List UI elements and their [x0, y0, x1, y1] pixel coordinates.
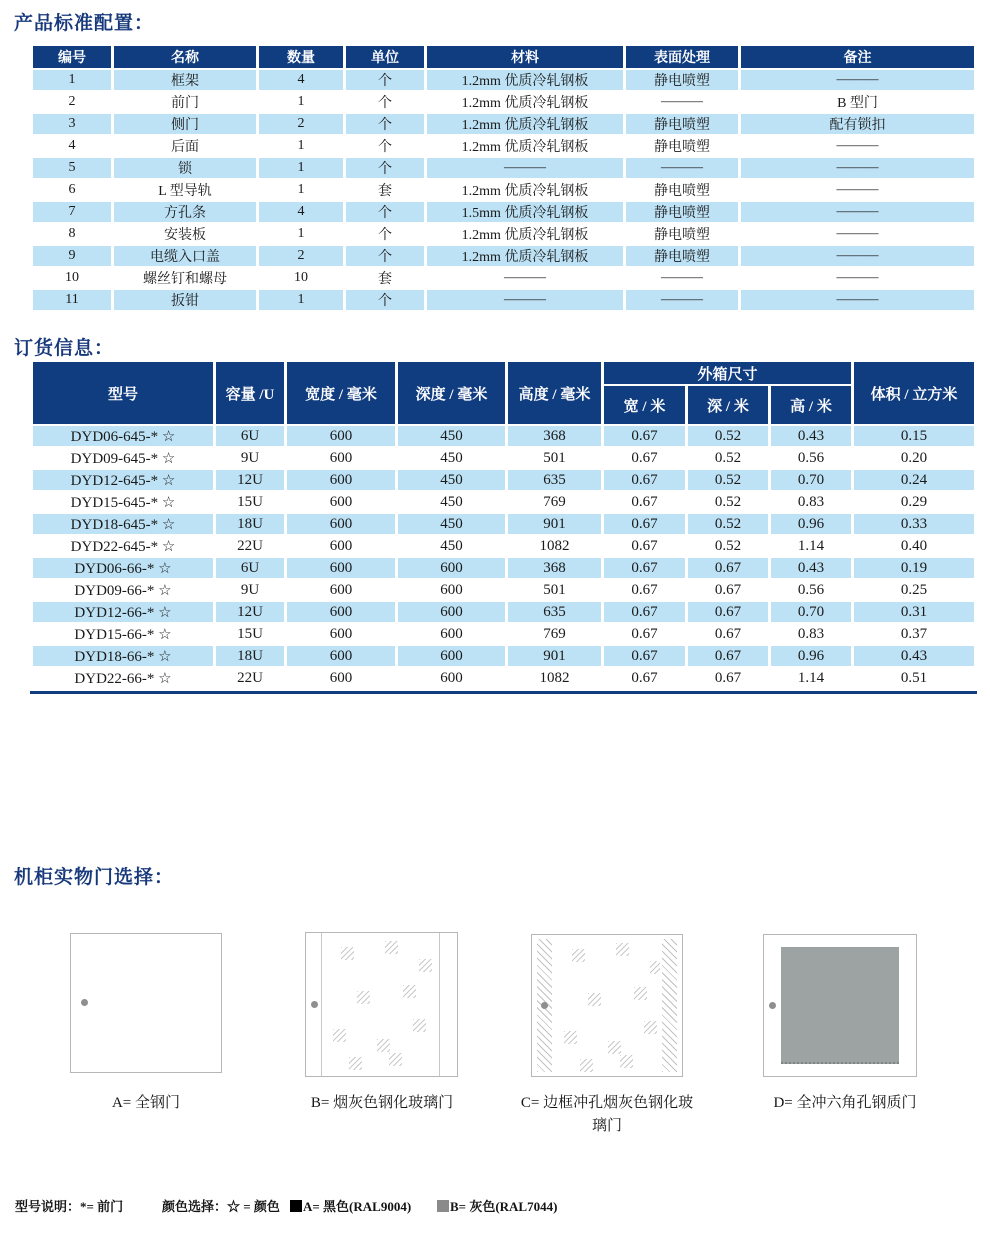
- table-cell: 2: [33, 92, 111, 112]
- table-cell: 0.83: [771, 624, 851, 644]
- table-cell: ———: [427, 268, 623, 288]
- door-frame-strip: [439, 933, 457, 1076]
- table-cell: DYD06-66-* ☆: [33, 558, 213, 578]
- table-row: [33, 448, 974, 468]
- table-cell: 600: [287, 646, 395, 666]
- table-cell: 螺丝钉和螺母: [114, 268, 256, 288]
- table-cell: 368: [508, 426, 601, 446]
- table-cell: 1.2mm 优质冷轧钢板: [427, 246, 623, 266]
- door-diagram-glass: [305, 932, 458, 1077]
- table-row: [33, 158, 974, 178]
- column-header-capacity: 容量 /U: [216, 362, 284, 424]
- legend-color-b-label: B= 灰色(RAL7044): [450, 1199, 558, 1214]
- table-cell: 0.67: [604, 514, 685, 534]
- table-cell: 600: [287, 668, 395, 688]
- table-cell: 1: [259, 136, 343, 156]
- table-cell: 0.67: [688, 558, 768, 578]
- column-header-depth-mm: 深度 / 毫米: [398, 362, 505, 424]
- table-cell: 0.25: [854, 580, 974, 600]
- column-header-box-height: 高 / 米: [771, 386, 851, 424]
- table-cell: ———: [626, 92, 738, 112]
- table-cell: 0.83: [771, 492, 851, 512]
- table-cell: 769: [508, 492, 601, 512]
- table-cell: 0.56: [771, 580, 851, 600]
- table-cell: 600: [398, 580, 505, 600]
- table-cell: ———: [626, 268, 738, 288]
- table-cell: 0.67: [688, 646, 768, 666]
- table-cell: 0.67: [688, 602, 768, 622]
- column-header-name: 名称: [114, 46, 256, 68]
- table-cell: 15U: [216, 624, 284, 644]
- table-cell: 电缆入口盖: [114, 246, 256, 266]
- table-cell: 0.37: [854, 624, 974, 644]
- table-cell: 0.70: [771, 602, 851, 622]
- table-cell: 600: [398, 646, 505, 666]
- table-cell: 侧门: [114, 114, 256, 134]
- table-cell: DYD18-66-* ☆: [33, 646, 213, 666]
- table-cell: 0.15: [854, 426, 974, 446]
- table-cell: 0.24: [854, 470, 974, 490]
- column-header-material: 材料: [427, 46, 623, 68]
- table-cell: DYD09-66-* ☆: [33, 580, 213, 600]
- table-cell: 600: [287, 514, 395, 534]
- column-header-model: 型号: [33, 362, 213, 424]
- table-cell: 套: [346, 268, 424, 288]
- table-cell: 600: [398, 558, 505, 578]
- door-caption-c: C= 边框冲孔烟灰色钢化玻璃门: [520, 1095, 694, 1134]
- table-cell: 450: [398, 470, 505, 490]
- table-row: [33, 224, 974, 244]
- table-row: [33, 180, 974, 200]
- column-header-box-width: 宽 / 米: [604, 386, 685, 424]
- column-header-quantity: 数量: [259, 46, 343, 68]
- glass-panel: [554, 935, 660, 1076]
- table-cell: 450: [398, 426, 505, 446]
- table-cell: DYD22-66-* ☆: [33, 668, 213, 688]
- table-cell: 501: [508, 580, 601, 600]
- table-cell: 0.67: [688, 580, 768, 600]
- table-row: [33, 70, 974, 90]
- table-cell: 0.52: [688, 514, 768, 534]
- table-cell: 1.2mm 优质冷轧钢板: [427, 224, 623, 244]
- table-cell: 2: [259, 246, 343, 266]
- config-table-header-row: [33, 46, 974, 68]
- table-cell: 0.43: [854, 646, 974, 666]
- table-row: [33, 580, 974, 600]
- table-cell: 0.67: [604, 558, 685, 578]
- table-cell: ———: [626, 290, 738, 310]
- gray-swatch-icon: [437, 1200, 449, 1212]
- table-cell: 4: [259, 70, 343, 90]
- table-cell: 450: [398, 448, 505, 468]
- table-cell: 个: [346, 158, 424, 178]
- table-cell: DYD12-66-* ☆: [33, 602, 213, 622]
- table-cell: 5: [33, 158, 111, 178]
- table-cell: 0.67: [604, 624, 685, 644]
- table-cell: 4: [259, 202, 343, 222]
- table-cell: 1: [259, 224, 343, 244]
- table-cell: 1: [259, 158, 343, 178]
- table-cell: 7: [33, 202, 111, 222]
- table-cell: 22U: [216, 536, 284, 556]
- table-cell: 后面: [114, 136, 256, 156]
- table-cell: 600: [398, 602, 505, 622]
- table-cell: 个: [346, 246, 424, 266]
- table-cell: 450: [398, 492, 505, 512]
- table-cell: 1.2mm 优质冷轧钢板: [427, 92, 623, 112]
- column-header-box-depth: 深 / 米: [688, 386, 768, 424]
- table-cell: 6: [33, 180, 111, 200]
- table-cell: 0.67: [688, 624, 768, 644]
- order-info-table: [30, 360, 977, 694]
- table-cell: 0.96: [771, 514, 851, 534]
- table-row: [33, 202, 974, 222]
- table-cell: 635: [508, 470, 601, 490]
- table-cell: 0.33: [854, 514, 974, 534]
- door-diagram-punched-frame-glass: [531, 934, 683, 1077]
- table-cell: 15U: [216, 492, 284, 512]
- table-row: [33, 290, 974, 310]
- table-cell: 锁: [114, 158, 256, 178]
- table-cell: 600: [398, 668, 505, 688]
- table-cell: 1082: [508, 536, 601, 556]
- order-table-header-row-1: [33, 362, 974, 384]
- table-cell: 0.67: [604, 580, 685, 600]
- door-handle-dot: [541, 1002, 548, 1009]
- table-cell: 0.40: [854, 536, 974, 556]
- column-header-number: 编号: [33, 46, 111, 68]
- table-cell: 0.52: [688, 470, 768, 490]
- table-row: [33, 668, 974, 688]
- table-cell: 1082: [508, 668, 601, 688]
- table-cell: 901: [508, 646, 601, 666]
- table-cell: 600: [287, 624, 395, 644]
- legend-color-a-label: A= 黑色(RAL9004): [303, 1199, 412, 1214]
- legend-color-b: [437, 1196, 557, 1215]
- column-header-height-mm: 高度 / 毫米: [508, 362, 601, 424]
- table-cell: ———: [741, 246, 974, 266]
- table-cell: 0.67: [688, 668, 768, 688]
- table-row: [33, 136, 974, 156]
- table-row: [33, 602, 974, 622]
- table-cell: ———: [741, 158, 974, 178]
- table-cell: 600: [287, 602, 395, 622]
- table-row: [33, 558, 974, 578]
- table-cell: 0.52: [688, 426, 768, 446]
- table-cell: 0.67: [604, 448, 685, 468]
- standard-config-table: [30, 44, 977, 312]
- table-cell: DYD09-645-* ☆: [33, 448, 213, 468]
- table-cell: 10: [259, 268, 343, 288]
- table-cell: 450: [398, 514, 505, 534]
- table-cell: 0.19: [854, 558, 974, 578]
- door-caption-b: B= 烟灰色钢化玻璃门: [310, 1095, 454, 1111]
- column-header-surface: 表面处理: [626, 46, 738, 68]
- door-handle-dot: [769, 1002, 776, 1009]
- door-diagram-hex-punched: [763, 934, 917, 1077]
- table-cell: 0.67: [604, 426, 685, 446]
- table-row: [33, 470, 974, 490]
- table-cell: 0.43: [771, 558, 851, 578]
- table-cell: 1: [259, 180, 343, 200]
- table-cell: 0.52: [688, 492, 768, 512]
- table-row: [33, 92, 974, 112]
- table-cell: 18U: [216, 514, 284, 534]
- punched-frame-strip: [662, 939, 677, 1072]
- table-cell: 600: [287, 580, 395, 600]
- table-cell: 0.56: [771, 448, 851, 468]
- table-cell: 0.67: [604, 602, 685, 622]
- table-cell: 1.2mm 优质冷轧钢板: [427, 180, 623, 200]
- table-cell: DYD12-645-* ☆: [33, 470, 213, 490]
- table-row: [33, 646, 974, 666]
- table-cell: 0.67: [604, 536, 685, 556]
- table-cell: 0.52: [688, 536, 768, 556]
- table-cell: 9U: [216, 448, 284, 468]
- table-cell: 静电喷塑: [626, 180, 738, 200]
- table-cell: 1.2mm 优质冷轧钢板: [427, 136, 623, 156]
- table-cell: 901: [508, 514, 601, 534]
- table-cell: 0.67: [604, 646, 685, 666]
- table-cell: 11: [33, 290, 111, 310]
- table-cell: 1: [259, 290, 343, 310]
- table-cell: 0.29: [854, 492, 974, 512]
- column-header-remark: 备注: [741, 46, 974, 68]
- table-cell: 个: [346, 136, 424, 156]
- table-cell: 9: [33, 246, 111, 266]
- table-cell: 12U: [216, 602, 284, 622]
- table-cell: 个: [346, 114, 424, 134]
- table-cell: 套: [346, 180, 424, 200]
- door-handle-dot: [81, 999, 88, 1006]
- table-cell: 1.2mm 优质冷轧钢板: [427, 114, 623, 134]
- table-cell: 静电喷塑: [626, 246, 738, 266]
- table-cell: ———: [741, 202, 974, 222]
- table-cell: DYD15-645-* ☆: [33, 492, 213, 512]
- table-cell: 0.67: [604, 470, 685, 490]
- column-header-unit: 单位: [346, 46, 424, 68]
- table-cell: 501: [508, 448, 601, 468]
- table-cell: 600: [287, 470, 395, 490]
- table-cell: ———: [741, 180, 974, 200]
- table-row: [33, 624, 974, 644]
- door-diagram-steel: [70, 933, 222, 1073]
- table-cell: 前门: [114, 92, 256, 112]
- table-cell: 个: [346, 290, 424, 310]
- table-cell: 静电喷塑: [626, 70, 738, 90]
- table-cell: 2: [259, 114, 343, 134]
- table-cell: 0.43: [771, 426, 851, 446]
- section-title-standard-config: 产品标准配置：: [14, 13, 155, 34]
- table-cell: 静电喷塑: [626, 202, 738, 222]
- table-cell: 1: [259, 92, 343, 112]
- door-handle-dot: [311, 1001, 318, 1008]
- table-cell: 22U: [216, 668, 284, 688]
- table-cell: 0.70: [771, 470, 851, 490]
- column-header-width-mm: 宽度 / 毫米: [287, 362, 395, 424]
- table-cell: 个: [346, 224, 424, 244]
- table-row: [33, 426, 974, 446]
- table-row: [33, 114, 974, 134]
- table-cell: 1.2mm 优质冷轧钢板: [427, 70, 623, 90]
- table-cell: 9U: [216, 580, 284, 600]
- column-header-outer-box: 外箱尺寸: [604, 362, 851, 384]
- table-cell: ———: [741, 290, 974, 310]
- table-cell: DYD06-645-* ☆: [33, 426, 213, 446]
- perforated-panel: [781, 947, 899, 1064]
- table-cell: DYD18-645-* ☆: [33, 514, 213, 534]
- table-cell: 450: [398, 536, 505, 556]
- table-cell: 8: [33, 224, 111, 244]
- table-cell: 6U: [216, 426, 284, 446]
- table-cell: 368: [508, 558, 601, 578]
- table-cell: 扳钳: [114, 290, 256, 310]
- table-cell: B 型门: [741, 92, 974, 112]
- table-cell: ———: [626, 158, 738, 178]
- table-cell: 方孔条: [114, 202, 256, 222]
- table-cell: 6U: [216, 558, 284, 578]
- table-row: [33, 268, 974, 288]
- table-cell: ———: [741, 224, 974, 244]
- table-cell: 600: [287, 426, 395, 446]
- table-cell: 600: [398, 624, 505, 644]
- table-cell: 静电喷塑: [626, 136, 738, 156]
- table-cell: 静电喷塑: [626, 224, 738, 244]
- table-cell: ———: [741, 268, 974, 288]
- table-cell: ———: [741, 70, 974, 90]
- table-cell: 安装板: [114, 224, 256, 244]
- table-cell: 635: [508, 602, 601, 622]
- legend-color-note: 颜色选择：☆ = 颜色: [162, 1199, 280, 1214]
- table-cell: 静电喷塑: [626, 114, 738, 134]
- table-cell: 4: [33, 136, 111, 156]
- table-cell: 0.31: [854, 602, 974, 622]
- table-row: [33, 246, 974, 266]
- black-swatch-icon: [290, 1200, 302, 1212]
- table-cell: 18U: [216, 646, 284, 666]
- table-row: [33, 536, 974, 556]
- table-row: [33, 514, 974, 534]
- table-cell: DYD15-66-* ☆: [33, 624, 213, 644]
- door-caption-d: D= 全冲六角孔钢质门: [773, 1095, 917, 1111]
- table-cell: 1.14: [771, 536, 851, 556]
- table-cell: 12U: [216, 470, 284, 490]
- table-cell: 0.20: [854, 448, 974, 468]
- table-cell: 1.5mm 优质冷轧钢板: [427, 202, 623, 222]
- table-cell: 0.52: [688, 448, 768, 468]
- door-caption-a: A= 全钢门: [111, 1095, 181, 1111]
- table-cell: 0.96: [771, 646, 851, 666]
- table-cell: 769: [508, 624, 601, 644]
- section-title-order-info: 订货信息：: [14, 338, 115, 359]
- section-title-door-selection: 机柜实物门选择：: [14, 867, 175, 888]
- table-row: [33, 492, 974, 512]
- table-cell: 0.67: [604, 492, 685, 512]
- table-cell: ———: [741, 136, 974, 156]
- table-cell: 个: [346, 202, 424, 222]
- table-cell: 600: [287, 492, 395, 512]
- column-header-volume: 体积 / 立方米: [854, 362, 974, 424]
- table-cell: DYD22-645-* ☆: [33, 536, 213, 556]
- table-cell: 1.14: [771, 668, 851, 688]
- table-cell: 3: [33, 114, 111, 134]
- table-cell: ———: [427, 290, 623, 310]
- table-cell: ———: [427, 158, 623, 178]
- table-cell: 600: [287, 536, 395, 556]
- table-cell: 1: [33, 70, 111, 90]
- table-cell: L 型导轨: [114, 180, 256, 200]
- table-cell: 个: [346, 70, 424, 90]
- table-cell: 600: [287, 448, 395, 468]
- table-cell: 框架: [114, 70, 256, 90]
- table-cell: 0.51: [854, 668, 974, 688]
- table-cell: 0.67: [604, 668, 685, 688]
- table-cell: 个: [346, 92, 424, 112]
- glass-panel: [323, 933, 438, 1076]
- table-cell: 10: [33, 268, 111, 288]
- table-cell: 600: [287, 558, 395, 578]
- legend-color-a: [290, 1196, 411, 1215]
- legend-model-note: 型号说明：*= 前门: [15, 1199, 124, 1214]
- table-cell: 配有锁扣: [741, 114, 974, 134]
